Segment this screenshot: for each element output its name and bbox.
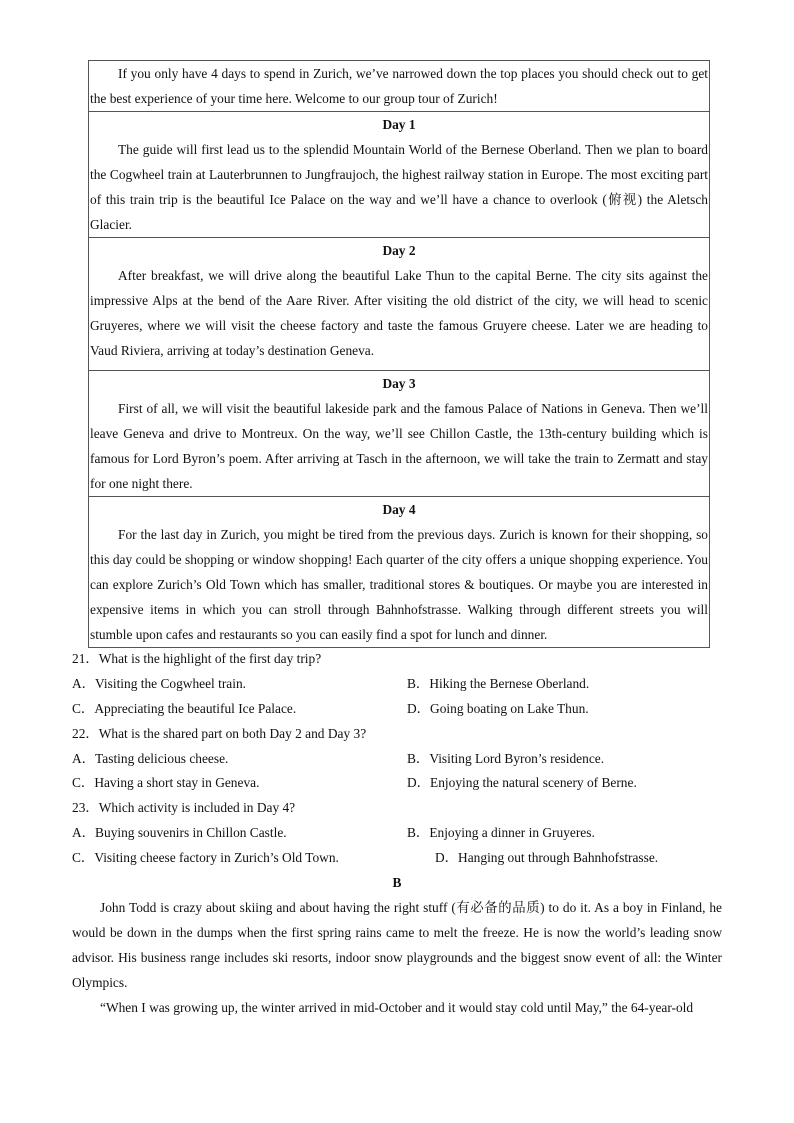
answer-option-c[interactable]: C．Appreciating the beautiful Ice Palace. bbox=[72, 701, 297, 716]
answer-option-d[interactable]: D．Hanging out through Bahnhofstrasse. bbox=[435, 850, 659, 865]
question-stem: 21．What is the highlight of the first day trip? bbox=[72, 651, 322, 666]
reading-passage bbox=[72, 895, 722, 1020]
answer-option-d[interactable]: D．Going boating on Lake Thun. bbox=[407, 701, 589, 716]
day-cell bbox=[89, 112, 710, 238]
day-text: First of all, we will visit the beautiful lakeside park and the famous Palace of Nations in Geneva. Then we’ll leave Geneva and drive to Montreux. On the way, we’ll see Chillon Castle, the 13th-century building which is famous for Lord Byron’s poem. After arriving at Tasch in the afternoon, we will take the train to Zermatt and stay for one night there. bbox=[90, 401, 708, 491]
day-cell bbox=[89, 497, 710, 648]
answer-option-b[interactable]: B．Enjoying a dinner in Gruyeres. bbox=[407, 825, 595, 840]
day-heading: Day 3 bbox=[382, 376, 416, 391]
intro-cell bbox=[89, 61, 710, 112]
day-text: After breakfast, we will drive along the beautiful Lake Thun to the capital Berne. The city sits against the impressive Alps at the bend of the Aare River. After visiting the old district of the city, we will head to scenic Gruyeres, where we will visit the cheese factory and taste the famous Gruyere cheese. Later we are heading to Vaud Riviera, arriving at today’s destination Geneva. bbox=[90, 268, 708, 358]
answer-option-b[interactable]: B．Visiting Lord Byron’s residence. bbox=[407, 751, 605, 766]
day-cell bbox=[89, 371, 710, 497]
answer-option-c[interactable]: C．Visiting cheese factory in Zurich’s Old Town. bbox=[72, 850, 339, 865]
table-row bbox=[89, 371, 710, 497]
day-heading: Day 1 bbox=[382, 117, 416, 132]
answer-option-c[interactable]: C．Having a short stay in Geneva. bbox=[72, 775, 260, 790]
answer-option-d[interactable]: D．Enjoying the natural scenery of Berne. bbox=[407, 775, 637, 790]
table-row bbox=[89, 497, 710, 648]
day-cell bbox=[89, 238, 710, 371]
section-heading: B bbox=[392, 875, 402, 890]
passage-paragraph: John Todd is crazy about skiing and about having the right stuff (有必备的品质) to do it. As a boy in Finland, he would be down in the dumps when the first spring rains came to melt the freeze. He is now the world’s leading snow advisor. His business range includes ski resorts, indoor snow playgrounds and the biggest snow event of all: the Winter Olympics. bbox=[72, 900, 722, 990]
answer-option-a[interactable]: A．Visiting the Cogwheel train. bbox=[72, 676, 246, 691]
table-row bbox=[89, 238, 710, 371]
answer-option-a[interactable]: A．Tasting delicious cheese. bbox=[72, 751, 229, 766]
day-text: The guide will first lead us to the splendid Mountain World of the Bernese Oberland. Then we plan to board the Cogwheel train at Lauterbrunnen to Jungfraujoch, the highest railway station in Europe. The most exciting part of this train trip is the beautiful Ice Palace on the way and we’ll have a chance to overlook (俯视) the Aletsch Glacier. bbox=[90, 142, 708, 232]
answer-option-b[interactable]: B．Hiking the Bernese Oberland. bbox=[407, 676, 590, 691]
passage-paragraph: “When I was growing up, the winter arrived in mid-October and it would stay cold until May,” the 64-year-old bbox=[100, 1000, 694, 1015]
question-stem: 22．What is the shared part on both Day 2 and Day 3? bbox=[72, 726, 367, 741]
day-heading: Day 2 bbox=[382, 243, 416, 258]
table-row bbox=[89, 112, 710, 238]
table-row bbox=[89, 61, 710, 112]
day-text: For the last day in Zurich, you might be tired from the previous days. Zurich is known for their shopping, so this day could be shopping or window shopping! Each quarter of the city offers a unique shopping experience. You can explore Zurich’s Old Town which has smaller, traditional stores & boutiques. Or maybe you are interested in expensive items in which you can stroll through Bahnhofstrasse. Walking through different streets you will stumble upon cafes and restaurants so you can easily find a spot for lunch and dinner. bbox=[90, 527, 708, 642]
intro-text: If you only have 4 days to spend in Zurich, we’ve narrowed down the top places you should check out to get the best experience of your time here. Welcome to our group tour of Zurich! bbox=[90, 66, 708, 106]
day-heading: Day 4 bbox=[382, 502, 416, 517]
question-stem: 23．Which activity is included in Day 4? bbox=[72, 800, 296, 815]
tour-itinerary-table bbox=[88, 60, 710, 648]
answer-option-a[interactable]: A．Buying souvenirs in Chillon Castle. bbox=[72, 825, 287, 840]
